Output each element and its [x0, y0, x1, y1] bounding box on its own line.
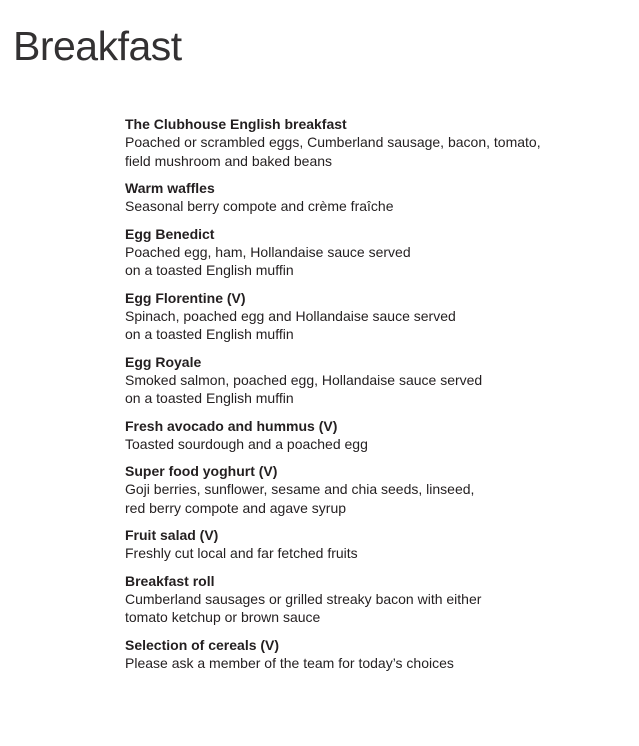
- menu-list: [125, 115, 625, 681]
- menu-item: [125, 636, 625, 673]
- menu-item-description: Please ask a member of the team for today’s choices: [125, 654, 454, 671]
- menu-item-description: Goji berries, sunflower, sesame and chia seeds, linseed, red berry compote and agave syrup: [125, 481, 475, 516]
- menu-item-name: Selection of cereals (V): [125, 636, 280, 653]
- menu-item: [125, 462, 625, 517]
- menu-item-description: Poached or scrambled eggs, Cumberland sausage, bacon, tomato, field mushroom and baked beans: [125, 134, 541, 169]
- menu-item: [125, 353, 625, 408]
- menu-item: [125, 417, 625, 454]
- menu-item-name: Fruit salad (V): [125, 527, 219, 543]
- menu-item-description: Spinach, poached egg and Hollandaise sauce served on a toasted English muffin: [125, 307, 456, 342]
- menu-item-description: Cumberland sausages or grilled streaky bacon with either tomato ketchup or brown sauce: [125, 590, 482, 625]
- menu-item-description: Smoked salmon, poached egg, Hollandaise sauce served on a toasted English muffin: [125, 371, 483, 406]
- menu-item: [125, 289, 625, 344]
- menu-item: [125, 572, 625, 627]
- menu-item-name: The Clubhouse English breakfast: [125, 116, 347, 132]
- menu-item-description: Poached egg, ham, Hollandaise sauce served on a toasted English muffin: [125, 243, 411, 278]
- menu-item-name: Egg Benedict: [125, 225, 215, 242]
- menu-item-name: Egg Royale: [125, 353, 202, 370]
- menu-item-description: Seasonal berry compote and crème fraîche: [125, 198, 394, 214]
- page-title: Breakfast: [13, 23, 182, 69]
- menu-item: [125, 115, 625, 170]
- menu-item: [125, 179, 625, 216]
- menu-item-description: Toasted sourdough and a poached egg: [125, 435, 368, 452]
- menu-item-description: Freshly cut local and far fetched fruits: [125, 545, 358, 561]
- menu-item-name: Warm waffles: [125, 180, 215, 196]
- menu-item-name: Super food yoghurt (V): [125, 463, 278, 479]
- menu-item-name: Egg Florentine (V): [125, 289, 246, 306]
- menu-item: [125, 526, 625, 563]
- menu-item-name: Breakfast roll: [125, 572, 215, 589]
- menu-item: [125, 225, 625, 280]
- menu-item-name: Fresh avocado and hummus (V): [125, 417, 338, 434]
